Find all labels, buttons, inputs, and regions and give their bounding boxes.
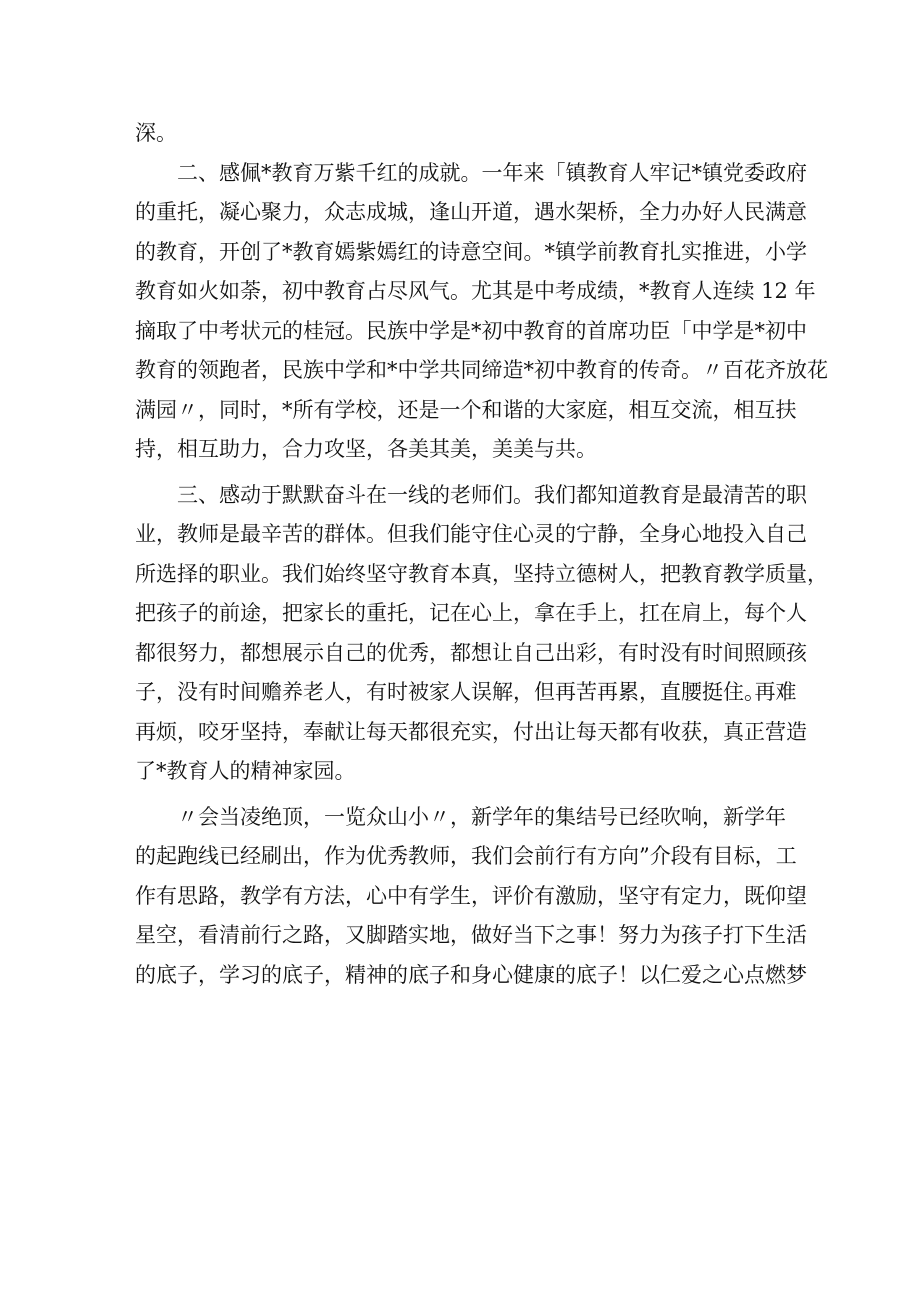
text-line: 把孩子的前途，把家长的重托，记在心上，拿在手上，扛在肩上，每个人 — [135, 601, 807, 625]
text-line: 持，相互助力，合力攻坚，各美其美，美美与共。 — [135, 437, 597, 461]
text-line: 深。 — [135, 121, 177, 145]
text-line: 〃会当凌绝顶，一览众山小〃，新学年的集结号已经吹响，新学年 — [177, 804, 786, 829]
text-line: 的起跑线已经刷出，作为优秀教师，我们会前行有方向”介段有目标，工 — [135, 844, 797, 868]
text-line: 了*教育人的精神家园。 — [135, 759, 356, 783]
paragraph-achievements — [135, 154, 828, 470]
text-line: 三、感动于默默奋斗在一线的老师们。我们都知道教育是最清苦的职 — [177, 482, 807, 507]
text-line: 业，教师是最辛苦的群体。但我们能守住心灵的宁静，全身心地投入自己 — [135, 522, 807, 546]
text-line: 教育如火如荼，初中教育占尽风气。尤其是中考成绩，*教育人连续 12 年 — [135, 279, 816, 303]
paragraph-teachers — [135, 476, 828, 792]
text-line: 的教育，开创了*教育嫣紫嫣红的诗意空间。*镇学前教育扎实推进，小学 — [135, 239, 807, 264]
text-line: 星空，看清前行之路，又脚踏实地，做好当下之事！努力为孩子打下生活 — [135, 923, 807, 947]
text-line: 作有思路，教学有方法，心中有学生，评价有激励，坚守有定力，既仰望 — [135, 883, 807, 908]
text-line: 子，没有时间赡养老人，有时被家人误解，但再苦再累，直腰挺住｡再难 — [135, 680, 797, 704]
text-line: 都很努力，都想展示自己的优秀，都想让自己出彩，有时没有时间照顾孩 — [135, 640, 807, 665]
text-line: 再烦，咬牙坚持，奉献让每天都很充实，付出让每天都有收获，真正营造 — [135, 719, 807, 744]
text-line: 二、感佩*教育万紫千红的成就。一年来「镇教育人牢记*镇党委政府 — [177, 160, 807, 185]
text-line: 所选择的职业。我们始终坚守教育本真，坚持立德树人，把教育教学质量， — [135, 561, 828, 586]
paragraph-new-semester — [135, 798, 807, 996]
text-line: 满园〃，同时，*所有学校，还是一个和谐的大家庭，相互交流，相互扶 — [135, 397, 797, 422]
text-line: 摘取了中考状元的桂冠。民族中学是*初中教育的首席功臣「中学是*初中 — [135, 318, 807, 343]
paragraph-continuation — [135, 114, 780, 154]
text-line: 的重托，凝心聚力，众志成城，逢山开道，遇水架桥，全力办好人民满意 — [135, 200, 807, 224]
body-text — [135, 114, 828, 995]
text-line: 教育的领跑者，民族中学和*中学共同缔造*初中教育的传奇。〃百花齐放花 — [135, 358, 828, 382]
text-line: 的底子，学习的底子，精神的底子和身心健康的底子！以仁爱之心点燃梦 — [135, 962, 807, 987]
